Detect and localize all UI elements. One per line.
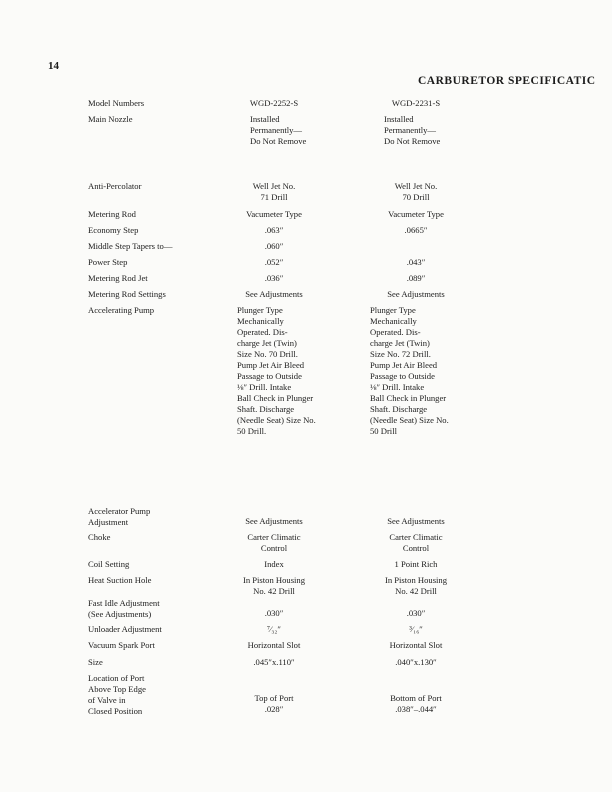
spec-value-col1: .045″x.110″ <box>253 657 295 667</box>
spec-value-col2: ³⁄₁₆″ <box>409 624 423 634</box>
spec-value-col1: Carter Climatic Control <box>247 532 301 553</box>
row-label: Anti-Percolator <box>88 181 142 191</box>
row-label: Economy Step <box>88 225 139 235</box>
row-label: Size <box>88 657 103 667</box>
spec-value-col1: .052″ <box>264 257 284 267</box>
spec-value-col2: .089″ <box>406 273 426 283</box>
row-label: Unloader Adjustment <box>88 624 162 634</box>
row-label: Vacuum Spark Port <box>88 640 155 650</box>
spec-value-col1: Top of Port .028″ <box>254 693 294 714</box>
spec-value-col2: .043″ <box>406 257 426 267</box>
spec-value-col1: .063″ <box>264 225 284 235</box>
spec-value-col1: .030″ <box>264 608 284 618</box>
row-label: Metering Rod Settings <box>88 289 166 299</box>
row-label: Coil Setting <box>88 559 130 569</box>
spec-value-col1: See Adjustments <box>245 516 303 526</box>
row-label: Fast Idle Adjustment (See Adjustments) <box>88 598 160 619</box>
spec-value-col2: 1 Point Rich <box>394 559 438 569</box>
page-number: 14 <box>48 60 59 72</box>
spec-value-col2: In Piston Housing No. 42 Drill <box>384 575 448 596</box>
spec-value-col2: Well Jet No. 70 Drill <box>394 181 438 202</box>
spec-value-col1: In Piston Housing No. 42 Drill <box>242 575 306 596</box>
spec-value-col2: See Adjustments <box>387 516 445 526</box>
spec-value-col1: Vacumeter Type <box>246 209 302 219</box>
spec-value-col1: WGD-2252-S <box>249 98 299 108</box>
spec-value-col2: See Adjustments <box>387 289 445 299</box>
page-title: CARBURETOR SPECIFICATIC <box>418 75 596 87</box>
spec-value-col2: .040″x.130″ <box>395 657 437 667</box>
row-label: Choke <box>88 532 111 542</box>
spec-value-col2: WGD-2231-S <box>391 98 441 108</box>
spec-value-col2: .0665″ <box>404 225 428 235</box>
spec-value-col2: Carter Climatic Control <box>389 532 443 553</box>
spec-value-col2: Plunger Type Mechanically Operated. Dis- charge Jet (Twin) Size No. 72 Drill. Pump Jet Air Bleed Passage to Outside ⅛″ Drill. Intake Ball Check in Plunger Shaft. Discharge (Needle Seat) Size No. 50 Drill <box>370 305 449 436</box>
row-label: Location of Port Above Top Edge of Valve in Closed Position <box>88 673 146 716</box>
row-label: Model Numbers <box>88 98 145 108</box>
row-label: Accelerating Pump <box>88 305 155 315</box>
spec-value-col1: .036″ <box>264 273 284 283</box>
spec-value-col2: Bottom of Port .038″–.044″ <box>390 693 442 714</box>
spec-value-col2: Vacumeter Type <box>388 209 444 219</box>
spec-value-col1: Well Jet No. 71 Drill <box>252 181 296 202</box>
spec-value-col2: .030″ <box>406 608 426 618</box>
spec-value-col1: Index <box>264 559 284 569</box>
spec-value-col1: Plunger Type Mechanically Operated. Dis- charge Jet (Twin) Size No. 70 Drill. Pump Jet Air Bleed Passage to Outside ⅛″ Drill. Intake Ball Check in Plunger Shaft. Discharge (Needle Seat) Size No. 50 Drill. <box>237 305 316 436</box>
row-label: Accelerator Pump Adjustment <box>88 506 151 527</box>
spec-value-col2: Installed Permanently— Do Not Remove <box>384 114 441 146</box>
spec-value-col2: Horizontal Slot <box>389 640 443 650</box>
row-label: Main Nozzle <box>88 114 133 124</box>
spec-value-col1: See Adjustments <box>245 289 303 299</box>
spec-value-col1: ⁷⁄₃₂″ <box>266 624 281 634</box>
row-label: Metering Rod Jet <box>88 273 148 283</box>
row-label: Middle Step Tapers to— <box>88 241 173 251</box>
spec-value-col1: .060″ <box>264 241 284 251</box>
row-label: Heat Suction Hole <box>88 575 152 585</box>
spec-value-col1: Installed Permanently— Do Not Remove <box>250 114 307 146</box>
row-label: Metering Rod <box>88 209 136 219</box>
row-label: Power Step <box>88 257 128 267</box>
spec-value-col1: Horizontal Slot <box>247 640 301 650</box>
